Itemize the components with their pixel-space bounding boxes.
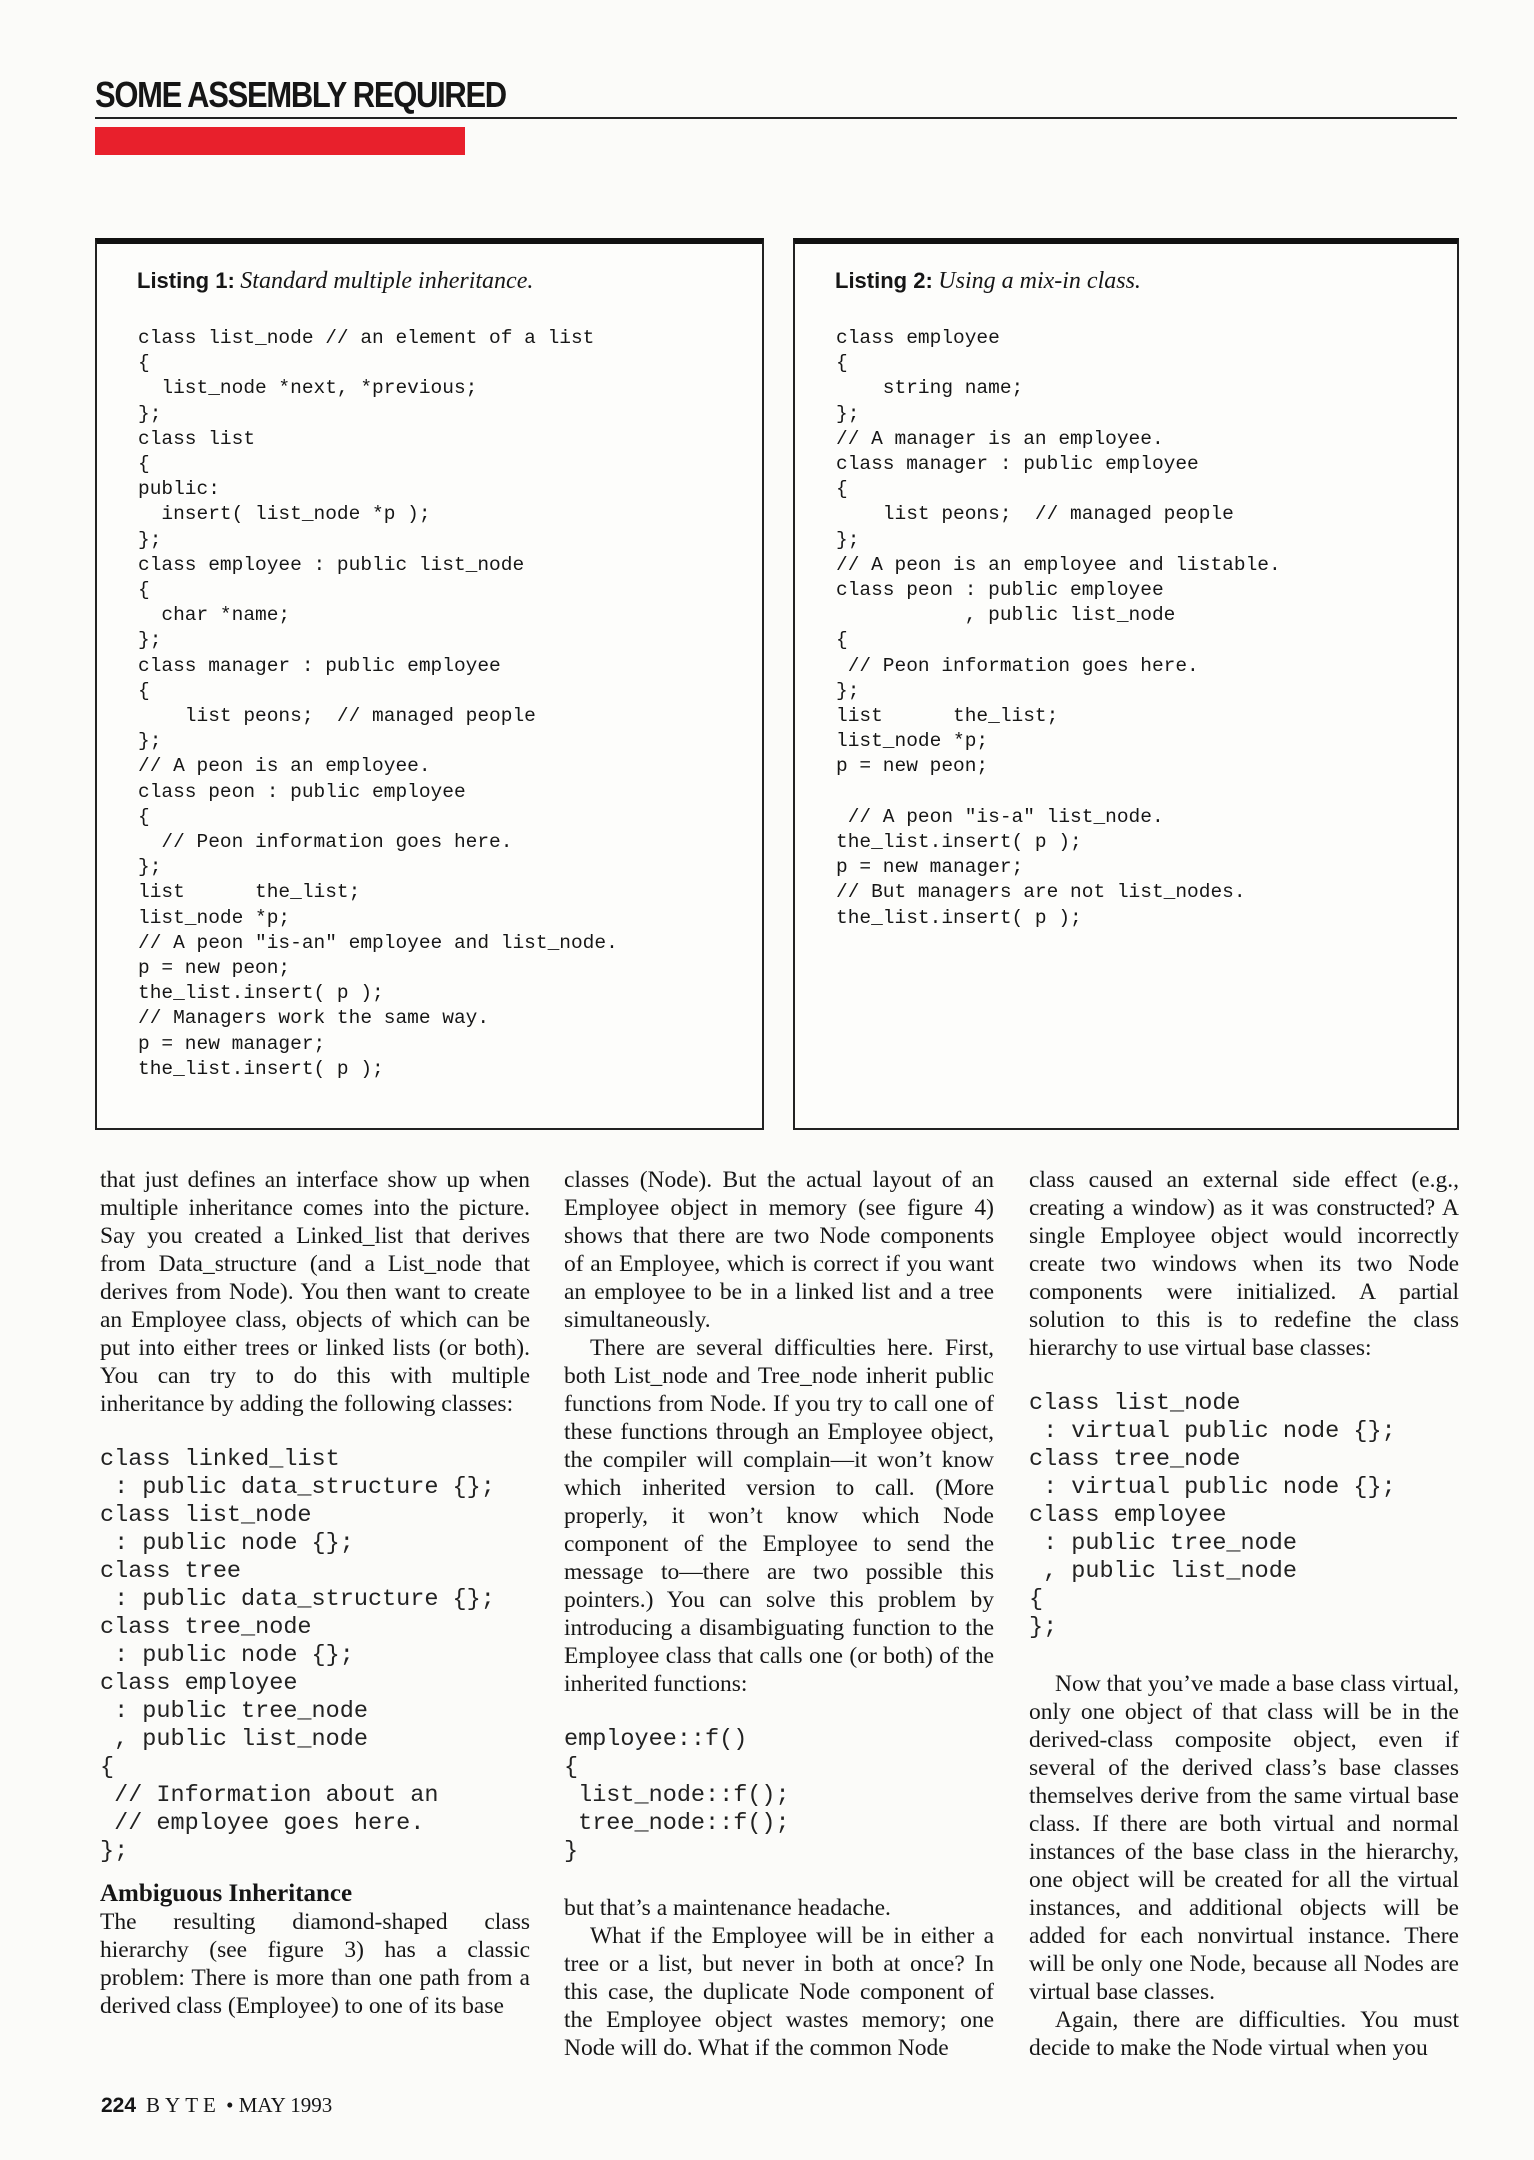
magazine-name: BYTE [146,2093,221,2117]
listing-1-code: class list_node // an element of a list { list_node *next, *previous; }; class list { public: insert( list_node *p ); }; class employee : public list_node { char *name; }; class manager : public employee { list peons; // managed people }; // A peon is an employee. class peon : public employee { // Peon information goes here. }; list the_list; list_node *p; // A peon "is-an" employee and list_node. p = new peon; the_list.insert( p ); // Managers work the same way. p = new manager; the_list.insert( p ); [138,327,618,1080]
paragraph: The resulting diamond-shaped class hierarchy (see figure 3) has a classic problem: There is more than one path from a derived class (Employee) to one of its base [100,1909,530,2019]
listing-2-caption: Using a mix-in class. [938,268,1141,294]
code-block: employee::f() { list_node::f(); tree_node::f(); } [564,1726,790,1865]
page-footer [101,2093,332,2118]
listing-1-caption: Standard multiple inheritance. [240,268,534,294]
section-title: SOME ASSEMBLY REQUIRED [95,74,506,115]
issue-date: MAY 1993 [238,2093,333,2117]
listing-2-label: Listing 2: [835,268,933,293]
paragraph: There are several difficulties here. First, both List_node and Tree_node inherit public functions from Node. If you try to call one of these functions through an Employee object, the compiler will complain—it won’t know which inherited version to call. (More properly, it won’t know which Node component of the Employee to send the message to—there are two possible this pointers.) You can solve this problem by introducing a disambiguating function to the Employee class that calls one (or both) of the inherited functions: [564,1335,994,1697]
paragraph: class caused an external side effect (e.g., creating a window) as it was constructed? A single Employee object would incorrectly create two windows when its two Node components were initialized. A partial solution to this is to redefine the class hierarchy to use virtual base classes: [1029,1167,1459,1361]
listing-2-box [793,238,1459,1130]
body-column-2 [564,1166,994,2062]
listing-2-code: class employee { string name; }; // A manager is an employee. class manager : public employee { list peons; // managed people }; // A peon is an employee and listable. class peon : public employee , public list_node { // Peon information goes here. }; list the_list; list_node *p; p = new peon; // A peon "is-a" list_node. the_list.insert( p ); p = new manager; // But managers are not list_nodes. the_list.insert( p ); [836,327,1281,929]
page-number: 224 [101,2094,137,2117]
listing-2-title [835,268,1141,295]
paragraph: What if the Employee will be in either a tree or a list, but never in both at once? In this case, the duplicate Node component of the Employee object wastes memory; one Node will do. What if the common Node [564,1923,994,2061]
code-block: class list_node : virtual public node {}; class tree_node : virtual public node {}; class employee : public tree_node , public list_node { }; [1029,1390,1396,1641]
listing-1-title [137,268,533,295]
listing-1-label: Listing 1: [137,268,235,293]
paragraph: but that’s a maintenance headache. [564,1895,891,1921]
paragraph: Now that you’ve made a base class virtual, only one object of that class will be in the derived-class composite object, even if several of the derived class’s base classes themselves derive from the same virtual base class. If there are both virtual and normal instances of the base class in the hierarchy, one object will be created for all the virtual instances, and additional objects will be added for each nonvirtual instance. There will be only one Node, because all Nodes are virtual base classes. [1029,1671,1459,2005]
footer-bullet: • [226,2093,234,2117]
paragraph: Again, there are difficulties. You must decide to make the Node virtual when you [1029,2007,1459,2061]
header-rule [95,117,1457,119]
body-column-1 [100,1166,530,2020]
listing-1-box [95,238,764,1130]
paragraph: classes (Node). But the actual layout of an Employee object in memory (see figure 4) shows that there are two Node components of an Employee, which is correct if you want an employee to be in a linked list and a tree simultaneously. [564,1167,994,1333]
accent-bar [95,127,465,155]
code-block: class linked_list : public data_structure {}; class list_node : public node {}; class tree : public data_structure {}; class tree_node : public node {}; class employee : public tree_node , public list_node { // Information about an // employee goes here. }; [100,1446,495,1865]
paragraph: that just defines an interface show up when multiple inheritance comes into the picture. Say you created a Linked_list that derives from Data_structure (and a List_node that derives from Node). You then want to create an Employee class, objects of which can be put into either trees or linked lists (or both). You can try to do this with multiple inheritance by adding the following classes: [100,1167,530,1417]
body-column-3 [1029,1166,1459,2062]
section-heading: Ambiguous Inheritance [100,1880,353,1907]
